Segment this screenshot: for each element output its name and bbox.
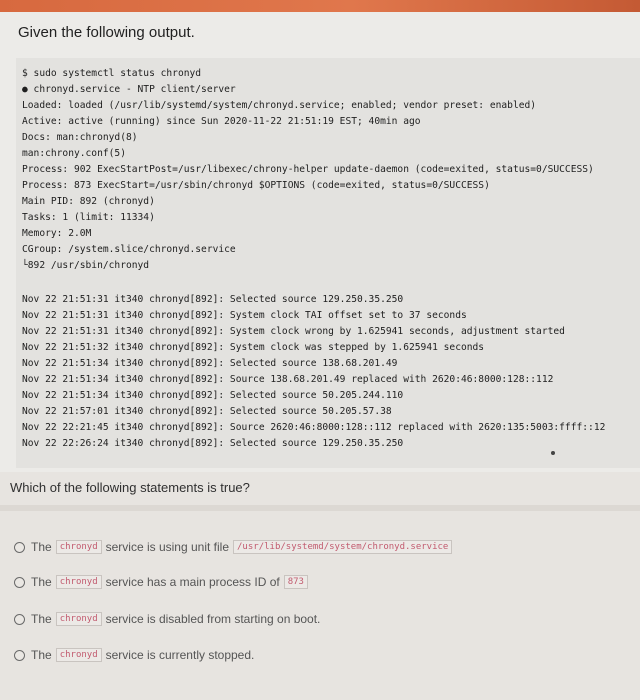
terminal-line: Tasks: 1 (limit: 11334): [22, 212, 155, 223]
answer-option[interactable]: [14, 540, 456, 554]
code-chip: chronyd: [56, 612, 102, 626]
code-chip: 873: [284, 575, 308, 589]
terminal-line: └892 /usr/sbin/chronyd: [22, 260, 150, 271]
radio-button[interactable]: [14, 542, 25, 553]
terminal-line: CGroup: /system.slice/chronyd.service: [22, 244, 236, 255]
option-text: service is using unit file: [105, 540, 230, 554]
log-line: Nov 22 22:21:45 it340 chronyd[892]: Source 2620:46:8000:128::112 replaced with 2620:135:5003:ffff::12: [22, 422, 606, 433]
question-prompt: Which of the following statements is true?: [10, 480, 250, 495]
option-text: service has a main process ID of: [105, 575, 280, 589]
log-line: Nov 22 21:51:32 it340 chronyd[892]: System clock was stepped by 1.625941 seconds: [22, 342, 485, 353]
option-text: service is disabled from starting on boot.: [105, 612, 321, 626]
terminal-line: Docs: man:chronyd(8): [22, 132, 138, 143]
log-line: Nov 22 21:51:34 it340 chronyd[892]: Source 138.68.201.49 replaced with 2620:46:8000:128::112: [22, 374, 554, 385]
terminal-line: Process: 873 ExecStart=/usr/sbin/chronyd $OPTIONS (code=exited, status=0/SUCCESS): [22, 180, 490, 191]
terminal-line: ● chronyd.service - NTP client/server: [22, 84, 236, 95]
code-chip: chronyd: [56, 648, 102, 662]
option-text: The: [31, 648, 52, 662]
radio-button[interactable]: [14, 650, 25, 661]
log-line: Nov 22 21:51:34 it340 chronyd[892]: Selected source 138.68.201.49: [22, 358, 398, 369]
log-line: Nov 22 21:51:31 it340 chronyd[892]: Selected source 129.250.35.250: [22, 294, 404, 305]
radio-button[interactable]: [14, 614, 25, 625]
question-title: Given the following output.: [18, 24, 195, 41]
option-text: The: [31, 612, 52, 626]
terminal-line: man:chrony.conf(5): [22, 148, 126, 159]
terminal-line: Main PID: 892 (chronyd): [22, 196, 155, 207]
answer-option[interactable]: [14, 612, 320, 626]
code-chip: /usr/lib/systemd/system/chronyd.service: [233, 540, 452, 554]
terminal-line: Process: 902 ExecStartPost=/usr/libexec/chrony-helper update-daemon (code=exited, status=0/SUCCESS): [22, 164, 594, 175]
option-text: The: [31, 540, 52, 554]
option-text: The: [31, 575, 52, 589]
log-line: Nov 22 21:57:01 it340 chronyd[892]: Selected source 50.205.57.38: [22, 406, 392, 417]
log-line: Nov 22 21:51:34 it340 chronyd[892]: Selected source 50.205.244.110: [22, 390, 404, 401]
radio-button[interactable]: [14, 577, 25, 588]
top-accent-bar: [0, 0, 640, 12]
terminal-line: Memory: 2.0M: [22, 228, 92, 239]
cursor-dot: [551, 451, 555, 455]
option-text: service is currently stopped.: [105, 648, 255, 662]
answer-option[interactable]: [14, 648, 254, 662]
log-line: Nov 22 21:51:31 it340 chronyd[892]: System clock wrong by 1.625941 seconds, adjustment started: [22, 326, 565, 337]
code-chip: chronyd: [56, 540, 102, 554]
code-chip: chronyd: [56, 575, 102, 589]
divider: [0, 505, 640, 511]
log-line: Nov 22 21:51:31 it340 chronyd[892]: System clock TAI offset set to 37 seconds: [22, 310, 467, 321]
terminal-line: Active: active (running) since Sun 2020-11-22 21:51:19 EST; 40min ago: [22, 116, 421, 127]
terminal-line: $ sudo systemctl status chronyd: [22, 68, 202, 79]
terminal-output: [16, 58, 640, 468]
answer-option[interactable]: [14, 575, 312, 589]
log-line: Nov 22 22:26:24 it340 chronyd[892]: Selected source 129.250.35.250: [22, 438, 404, 449]
terminal-line: Loaded: loaded (/usr/lib/systemd/system/chronyd.service; enabled; vendor preset: enabled): [22, 100, 537, 111]
